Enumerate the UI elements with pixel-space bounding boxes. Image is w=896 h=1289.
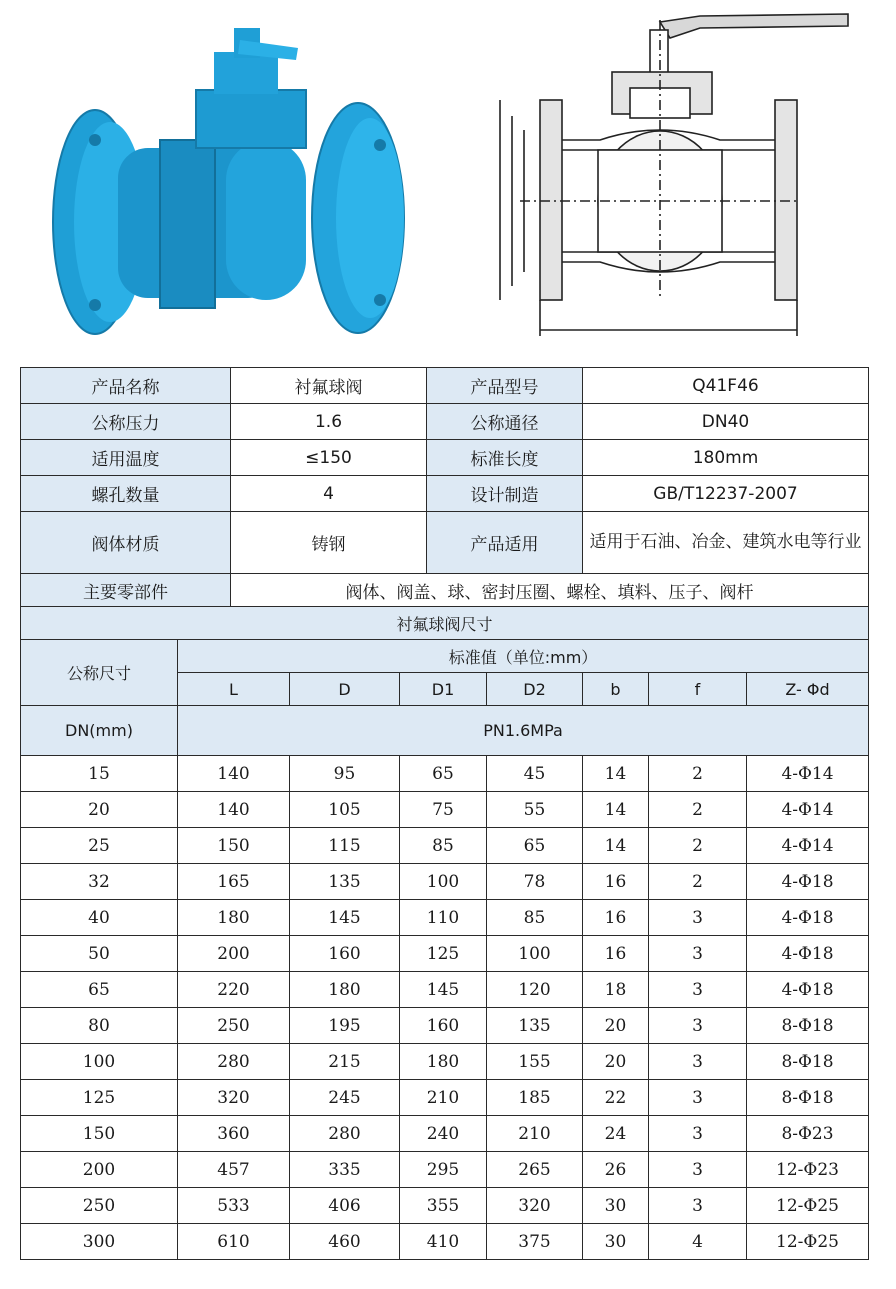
spec-value: 1.6 — [231, 404, 427, 440]
value-cell: 14 — [583, 792, 649, 828]
value-cell: 4-Φ14 — [747, 792, 869, 828]
value-cell: 2 — [649, 864, 747, 900]
value-cell: 406 — [290, 1188, 400, 1224]
value-cell: 8-Φ23 — [747, 1116, 869, 1152]
value-cell: 4-Φ18 — [747, 936, 869, 972]
value-cell: 14 — [583, 756, 649, 792]
spec-label: 螺孔数量 — [21, 476, 231, 512]
value-cell: 2 — [649, 756, 747, 792]
value-cell: 3 — [649, 1152, 747, 1188]
dn-cell: 150 — [21, 1116, 178, 1152]
value-cell: 3 — [649, 972, 747, 1008]
value-cell: 75 — [400, 792, 487, 828]
value-cell: 30 — [583, 1188, 649, 1224]
value-cell: 100 — [400, 864, 487, 900]
value-cell: 320 — [178, 1080, 290, 1116]
value-cell: 3 — [649, 1080, 747, 1116]
value-cell: 533 — [178, 1188, 290, 1224]
table-row — [21, 900, 869, 936]
value-cell: 240 — [400, 1116, 487, 1152]
value-cell: 100 — [487, 936, 583, 972]
dn-cell: 100 — [21, 1044, 178, 1080]
spec-row — [21, 512, 869, 574]
nominal-size-header: 公称尺寸 — [21, 640, 178, 706]
spec-row — [21, 368, 869, 404]
value-cell: 155 — [487, 1044, 583, 1080]
spec-label: 设计制造 — [427, 476, 583, 512]
spec-row — [21, 476, 869, 512]
spec-label: 公称通径 — [427, 404, 583, 440]
value-cell: 245 — [290, 1080, 400, 1116]
spec-label: 适用温度 — [21, 440, 231, 476]
value-cell: 12-Φ25 — [747, 1224, 869, 1260]
product-illustrations — [0, 0, 896, 360]
value-cell: 200 — [178, 936, 290, 972]
spec-row-parts — [21, 574, 869, 607]
value-cell: 210 — [487, 1116, 583, 1152]
value-cell: 180 — [400, 1044, 487, 1080]
value-cell: 55 — [487, 792, 583, 828]
dimensions-body — [21, 756, 869, 1260]
value-cell: 180 — [178, 900, 290, 936]
value-cell: 85 — [487, 900, 583, 936]
spec-label: 标准长度 — [427, 440, 583, 476]
spec-label: 公称压力 — [21, 404, 231, 440]
value-cell: 145 — [290, 900, 400, 936]
table-row — [21, 972, 869, 1008]
dn-header: DN(mm) — [21, 706, 178, 756]
dimensions-table — [20, 606, 869, 1260]
value-cell: 3 — [649, 936, 747, 972]
value-cell: 180 — [290, 972, 400, 1008]
column-header: D — [290, 673, 400, 706]
value-cell: 14 — [583, 828, 649, 864]
value-cell: 165 — [178, 864, 290, 900]
value-cell: 250 — [178, 1008, 290, 1044]
spec-value: GB/T12237-2007 — [583, 476, 869, 512]
table-row — [21, 1008, 869, 1044]
value-cell: 4-Φ14 — [747, 828, 869, 864]
value-cell: 2 — [649, 828, 747, 864]
value-cell: 22 — [583, 1080, 649, 1116]
value-cell: 150 — [178, 828, 290, 864]
value-cell: 65 — [400, 756, 487, 792]
value-cell: 30 — [583, 1224, 649, 1260]
value-cell: 85 — [400, 828, 487, 864]
value-cell: 3 — [649, 1044, 747, 1080]
value-cell: 410 — [400, 1224, 487, 1260]
value-cell: 320 — [487, 1188, 583, 1224]
column-header: D2 — [487, 673, 583, 706]
value-cell: 95 — [290, 756, 400, 792]
value-cell: 280 — [290, 1116, 400, 1152]
column-header: Z- Φd — [747, 673, 869, 706]
value-cell: 26 — [583, 1152, 649, 1188]
value-cell: 375 — [487, 1224, 583, 1260]
table-row — [21, 1152, 869, 1188]
value-cell: 20 — [583, 1044, 649, 1080]
column-header: D1 — [400, 673, 487, 706]
value-cell: 3 — [649, 900, 747, 936]
table-row — [21, 1224, 869, 1260]
value-cell: 115 — [290, 828, 400, 864]
value-cell: 3 — [649, 1188, 747, 1224]
value-cell: 16 — [583, 864, 649, 900]
dn-cell: 15 — [21, 756, 178, 792]
table-row — [21, 1188, 869, 1224]
dimensions-title: 衬氟球阀尺寸 — [21, 607, 869, 640]
spec-value: 4 — [231, 476, 427, 512]
value-cell: 280 — [178, 1044, 290, 1080]
value-cell: 610 — [178, 1224, 290, 1260]
value-cell: 160 — [400, 1008, 487, 1044]
table-row — [21, 1080, 869, 1116]
value-cell: 215 — [290, 1044, 400, 1080]
value-cell: 265 — [487, 1152, 583, 1188]
spec-value: Q41F46 — [583, 368, 869, 404]
table-row — [21, 864, 869, 900]
value-cell: 12-Φ23 — [747, 1152, 869, 1188]
standard-value-header: 标准值（单位:mm） — [178, 640, 869, 673]
pressure-header: PN1.6MPa — [178, 706, 869, 756]
value-cell: 135 — [487, 1008, 583, 1044]
value-cell: 12-Φ25 — [747, 1188, 869, 1224]
value-cell: 8-Φ18 — [747, 1008, 869, 1044]
spec-label: 产品适用 — [427, 512, 583, 574]
column-header: b — [583, 673, 649, 706]
spec-value: ≤150 — [231, 440, 427, 476]
value-cell: 140 — [178, 756, 290, 792]
value-cell: 4-Φ14 — [747, 756, 869, 792]
illustrations-svg — [0, 0, 896, 360]
value-cell: 145 — [400, 972, 487, 1008]
dn-cell: 250 — [21, 1188, 178, 1224]
dn-cell: 50 — [21, 936, 178, 972]
value-cell: 4-Φ18 — [747, 900, 869, 936]
spec-value: 铸钢 — [231, 512, 427, 574]
value-cell: 3 — [649, 1008, 747, 1044]
value-cell: 360 — [178, 1116, 290, 1152]
table-row — [21, 756, 869, 792]
value-cell: 457 — [178, 1152, 290, 1188]
dn-cell: 65 — [21, 972, 178, 1008]
value-cell: 195 — [290, 1008, 400, 1044]
value-cell: 105 — [290, 792, 400, 828]
dn-cell: 32 — [21, 864, 178, 900]
value-cell: 125 — [400, 936, 487, 972]
value-cell: 4 — [649, 1224, 747, 1260]
value-cell: 460 — [290, 1224, 400, 1260]
value-cell: 120 — [487, 972, 583, 1008]
value-cell: 210 — [400, 1080, 487, 1116]
value-cell: 45 — [487, 756, 583, 792]
table-row — [21, 936, 869, 972]
spec-label: 产品型号 — [427, 368, 583, 404]
value-cell: 65 — [487, 828, 583, 864]
table-row — [21, 1044, 869, 1080]
table-row — [21, 1116, 869, 1152]
value-cell: 18 — [583, 972, 649, 1008]
spec-value: 衬氟球阀 — [231, 368, 427, 404]
valve-photo — [53, 28, 404, 334]
table-row — [21, 792, 869, 828]
value-cell: 16 — [583, 900, 649, 936]
spec-row — [21, 440, 869, 476]
spec-value: 适用于石油、冶金、建筑水电等行业 — [583, 512, 869, 574]
dn-cell: 80 — [21, 1008, 178, 1044]
spec-value: 180mm — [583, 440, 869, 476]
dn-cell: 25 — [21, 828, 178, 864]
spec-row — [21, 404, 869, 440]
spec-table — [20, 367, 869, 607]
value-cell: 16 — [583, 936, 649, 972]
dn-cell: 40 — [21, 900, 178, 936]
value-cell: 220 — [178, 972, 290, 1008]
table-row — [21, 828, 869, 864]
value-cell: 4-Φ18 — [747, 972, 869, 1008]
parts-value: 阀体、阀盖、球、密封压圈、螺栓、填料、压子、阀杆 — [231, 574, 869, 607]
dn-cell: 20 — [21, 792, 178, 828]
spec-label: 产品名称 — [21, 368, 231, 404]
dn-cell: 200 — [21, 1152, 178, 1188]
dn-cell: 125 — [21, 1080, 178, 1116]
value-cell: 160 — [290, 936, 400, 972]
spec-value: DN40 — [583, 404, 869, 440]
value-cell: 335 — [290, 1152, 400, 1188]
value-cell: 135 — [290, 864, 400, 900]
dn-cell: 300 — [21, 1224, 178, 1260]
value-cell: 2 — [649, 792, 747, 828]
value-cell: 8-Φ18 — [747, 1044, 869, 1080]
value-cell: 3 — [649, 1116, 747, 1152]
value-cell: 8-Φ18 — [747, 1080, 869, 1116]
value-cell: 24 — [583, 1116, 649, 1152]
cross-section-drawing — [500, 14, 848, 336]
column-header: L — [178, 673, 290, 706]
value-cell: 78 — [487, 864, 583, 900]
value-cell: 110 — [400, 900, 487, 936]
value-cell: 4-Φ18 — [747, 864, 869, 900]
value-cell: 140 — [178, 792, 290, 828]
parts-label: 主要零部件 — [21, 574, 231, 607]
column-header: f — [649, 673, 747, 706]
value-cell: 20 — [583, 1008, 649, 1044]
value-cell: 185 — [487, 1080, 583, 1116]
spec-label: 阀体材质 — [21, 512, 231, 574]
value-cell: 295 — [400, 1152, 487, 1188]
value-cell: 355 — [400, 1188, 487, 1224]
